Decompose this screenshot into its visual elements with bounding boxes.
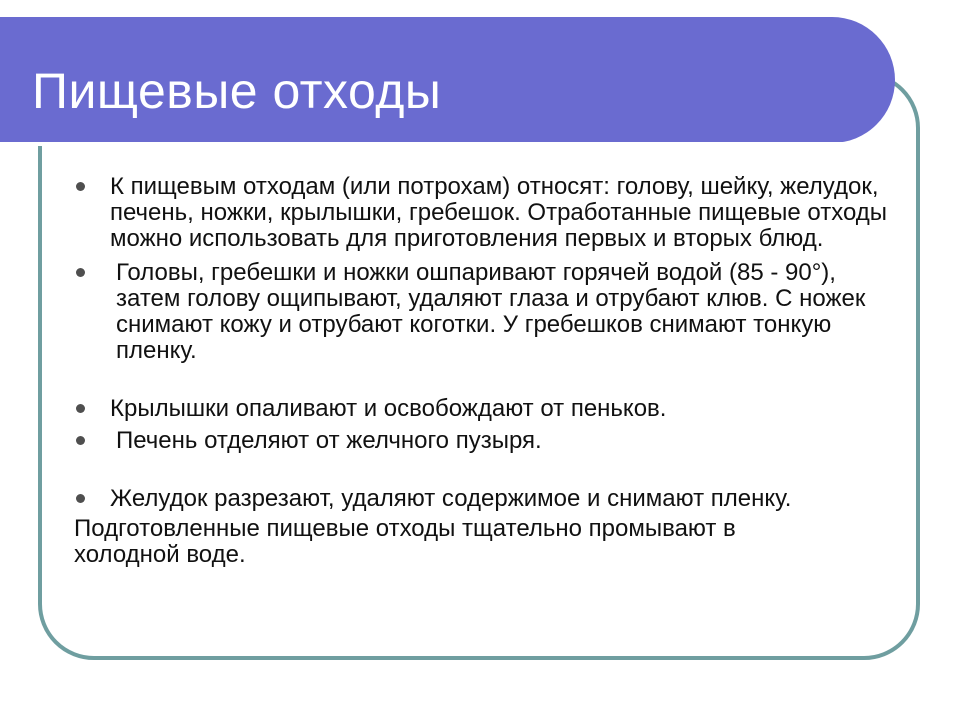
bullet-text: Крылышки опаливают и освобождают от пеньков. [110, 395, 667, 422]
bullet-item [74, 174, 894, 252]
bullet-item [74, 396, 894, 422]
bullet-dot-icon [76, 182, 85, 191]
slide-content [74, 170, 894, 568]
bullet-text: К пищевым отходам (или потрохам) относят: голову, шейку, желудок, печень, ножки, крылышки, гребешок. Отработанные пищевые отходы можно использовать для приготовления первых и вторых блюд. [110, 173, 888, 252]
title-bar [0, 17, 895, 143]
closing-paragraph: Подготовленные пищевые отходы тщательно промывают в холодной воде. [74, 515, 736, 568]
bullet-item [74, 428, 894, 454]
bullet-item [74, 486, 894, 512]
slide-title: Пищевые отходы [32, 63, 442, 119]
bullet-dot-icon [76, 268, 85, 277]
bullet-item [74, 260, 894, 364]
bullet-text: Печень отделяют от желчного пузыря. [116, 427, 542, 454]
bullet-dot-icon [76, 404, 85, 413]
bullet-text: Желудок разрезают, удаляют содержимое и снимают пленку. [110, 485, 792, 512]
bullet-dot-icon [76, 436, 85, 445]
bullet-text: Головы, гребешки и ножки ошпаривают горячей водой (85 - 90°), затем голову ощипывают, удаляют глаза и отрубают клюв. С ножек снимают кожу и отрубают коготки. У гребешков снимают тонкую пленку. [116, 259, 866, 364]
bullet-dot-icon [76, 494, 85, 503]
title-underline [0, 142, 848, 146]
